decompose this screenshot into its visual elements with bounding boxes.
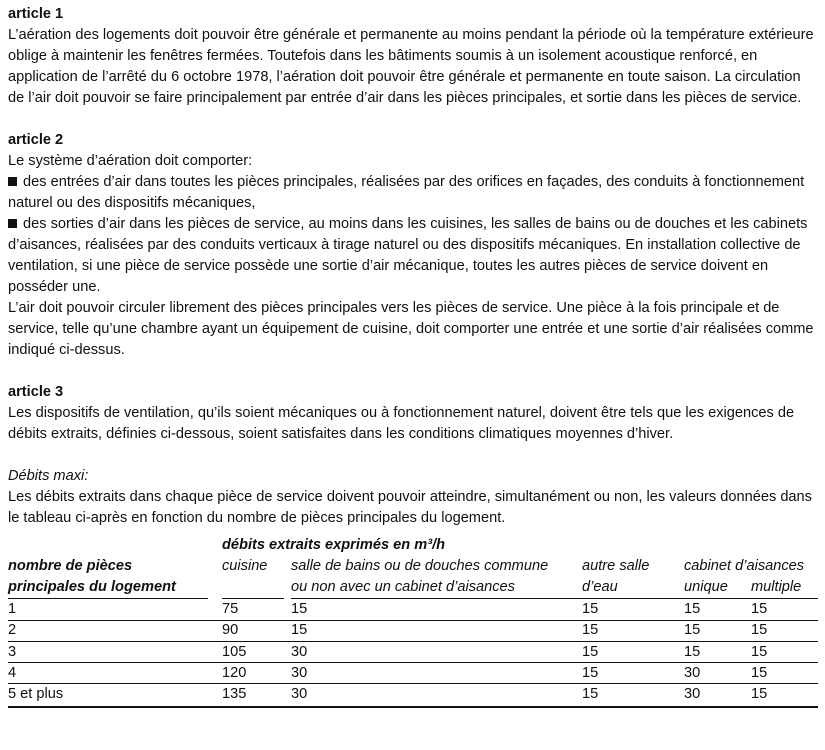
cell-unique: 30 [684, 664, 701, 681]
cell-bain: 30 [291, 664, 308, 681]
cell-multiple: 15 [751, 622, 768, 639]
cell-pieces: 1 [8, 601, 17, 617]
cell-autre: 15 [582, 622, 599, 639]
cell-pieces: 4 [8, 664, 17, 681]
article-2-closing: L’air doit pouvoir circuler librement des pièces principales vers les pièces de service. Une pièce à la fois principale et de service, telle qu’une chambre ayant un équipement de cuisine, doit comporter une entrée et une sortie d’air réalisées comme indiqué ci-dessus. [8, 300, 814, 358]
table-bottom-rule [8, 706, 818, 708]
col-header-cuisine: cuisine [222, 558, 268, 574]
flow-rate-table [8, 535, 818, 735]
cell-pieces: 5 et plus [8, 686, 64, 703]
cell-autre: 15 [582, 643, 599, 660]
article-2-bullet [8, 172, 818, 214]
cell-pieces: 3 [8, 643, 17, 660]
cell-unique: 15 [684, 622, 701, 639]
document [8, 4, 818, 735]
article-2-bullet-text: des sorties d’air dans les pièces de service, au moins dans les cuisines, les salles de bains ou de douches et les cabinets d’aisances, réalisées par des conduits verticaux à tirage naturel ou des dispositifs mécaniques. En installation collective de ventilation, si une pièce de service possède une sortie d’air mécanique, toutes les autres pièces de service doivent en posséder une. [8, 216, 808, 295]
cell-unique: 15 [684, 643, 701, 660]
col-header-autre: autre salle [582, 558, 650, 574]
col-header-autre: d’eau [582, 579, 618, 595]
col-header-bain: salle de bains ou de douches commune [291, 558, 549, 574]
cell-bain: 30 [291, 686, 308, 703]
cell-cuisine: 135 [222, 686, 247, 703]
article-2 [8, 130, 818, 361]
table-group-header: débits extraits exprimés en m³/h [222, 537, 446, 553]
cell-bain: 30 [291, 643, 308, 660]
col-header-rooms: nombre de pièces [8, 558, 133, 574]
cell-cuisine: 105 [222, 643, 247, 660]
col-header-bain: ou non avec un cabinet d’aisances [291, 579, 515, 595]
article-3-text: Les dispositifs de ventilation, qu’ils soient mécaniques ou à fonctionnement naturel, doivent être tels que les exigences de débits extraits, définies ci-dessous, soient satisfaites dans les conditions climatiques moyennes d’hiver. [8, 405, 795, 442]
article-2-bullet [8, 214, 818, 298]
article-3-title: article 3 [8, 384, 64, 400]
col-header-cabinet: cabinet d’aisances [684, 558, 805, 574]
cell-multiple: 15 [751, 686, 768, 703]
article-1-title: article 1 [8, 6, 64, 22]
cell-multiple: 15 [751, 664, 768, 681]
article-2-intro: Le système d’aération doit comporter: [8, 153, 253, 169]
square-bullet-icon [8, 177, 17, 186]
cell-bain: 15 [291, 601, 308, 617]
cell-autre: 15 [582, 601, 599, 617]
header-rule [291, 598, 818, 599]
cell-pieces: 2 [8, 622, 17, 639]
article-3-subtitle: Débits maxi: [8, 468, 89, 484]
col-header-multiple: multiple [751, 579, 802, 595]
cell-multiple: 15 [751, 601, 768, 617]
cell-autre: 15 [582, 686, 599, 703]
cell-unique: 30 [684, 686, 701, 703]
cell-bain: 15 [291, 622, 308, 639]
cell-multiple: 15 [751, 643, 768, 660]
col-header-rooms: principales du logement [8, 579, 176, 595]
article-3-subtext: Les débits extraits dans chaque pièce de service doivent pouvoir atteindre, simultanément ou non, les valeurs données dans le tableau ci-après en fonction du nombre de pièces principales du logement. [8, 489, 812, 526]
cell-cuisine: 120 [222, 664, 247, 681]
article-2-title: article 2 [8, 132, 64, 148]
cell-cuisine: 75 [222, 601, 239, 617]
square-bullet-icon [8, 219, 17, 228]
cell-cuisine: 90 [222, 622, 239, 639]
cell-unique: 15 [684, 601, 701, 617]
article-1-text: L’aération des logements doit pouvoir être générale et permanente au moins pendant la période où la température extérieure oblige à maintenir les fenêtres fermées. Toutefois dans les bâtiments soumis à un isolement acoustique renforcé, en application de l’arrêté du 6 octobre 1978, l’aération doit pouvoir être générale et permanente en toute saison. La circulation de l’air doit pouvoir se faire principalement par entrée d’air dans les pièces principales, et sortie dans les pièces de service. [8, 27, 814, 106]
cell-autre: 15 [582, 664, 599, 681]
article-3 [8, 382, 818, 529]
article-2-bullet-text: des entrées d’air dans toutes les pièces principales, réalisées par des orifices en façades, des conduits à fonctionnement naturel ou des dispositifs mécaniques, [8, 174, 805, 211]
header-rule [8, 598, 208, 599]
col-header-unique: unique [684, 579, 728, 595]
article-1 [8, 4, 818, 109]
